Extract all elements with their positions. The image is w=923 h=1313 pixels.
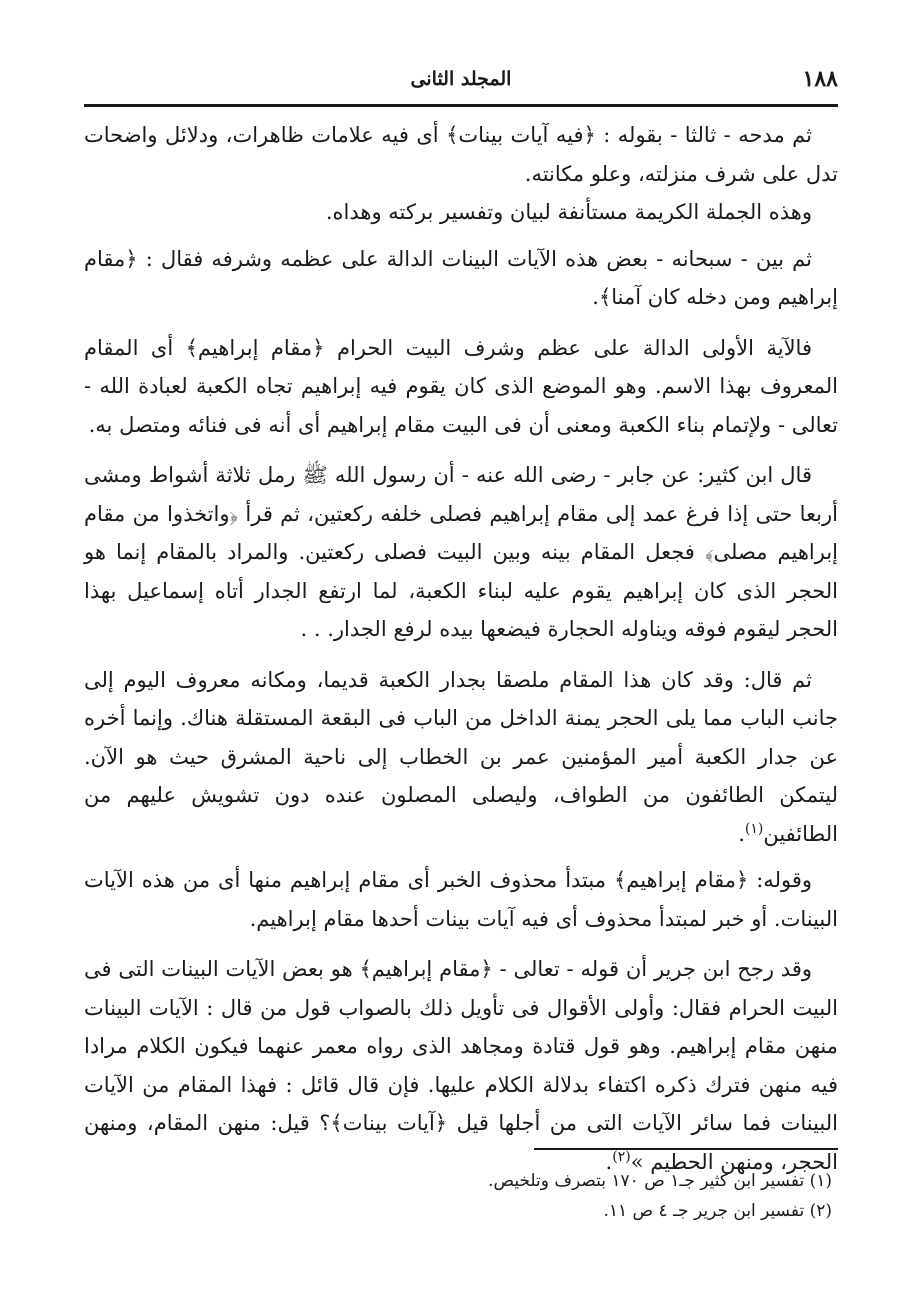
footnote-rule	[534, 1148, 838, 1150]
footnote: (١) تفسير ابن كثير جـ١ ص ١٧٠ بتصرف وتلخيص.	[488, 1171, 832, 1191]
body-text	[84, 116, 838, 1189]
footnote-ref-2: (٢)	[612, 1148, 631, 1165]
paragraph-text: ثم قال: وقد كان هذا المقام ملصقا بجدار الكعبة قديما، ومكانه معروف اليوم إلى جانب الباب مما يلى الحجر يمنة الداخل من الباب فى البقعة المستقلة هناك. وإنما أخره عن جدار الكعبة أمير المؤمنين عمر بن الخطاب إلى ناحية المشرق حيث هو الآن. ليتمكن الطائفون من الطواف، وليصلى المصلون عنده دون تشويش عليهم من الطائفين	[84, 667, 838, 846]
paragraph: فالآية الأولى الدالة على عظم وشرف البيت الحرام ﴿مقام إبراهيم﴾ أى المقام المعروف بهذا الاسم. وهو الموضع الذى كان يقوم فيه إبراهيم تجاه الكعبة لعبادة الله - تعالى - ولإتمام بناء الكعبة ومعنى أن فى البيت مقام إبراهيم أى أنه فى فنائه ومتصل به.	[84, 335, 838, 437]
footnote-ref-1: (١)	[744, 820, 764, 837]
paragraph: وهذه الجملة الكريمة مستأنفة لبيان وتفسير بركته وهداه.	[325, 200, 812, 224]
paragraph: ثم مدحه - ثالثا - بقوله : ﴿فيه آيات بينات﴾ أى فيه علامات ظاهرات، ودلائل واضحات تدل على شرف منزلته، وعلو مكانته.	[84, 123, 838, 186]
paragraph: ثم بين - سبحانه - بعض هذه الآيات البينات الدالة على عظمه وشرفه فقال : ﴿مقام إبراهيم ومن دخله كان آمنا﴾.	[84, 246, 838, 309]
paragraph: وقد رجح ابن جرير أن قوله - تعالى - ﴿مقام إبراهيم﴾ هو بعض الآيات البينات التى فى البيت الحرام فقال: وأولى الأقوال فى تأويل ذلك بالصواب قول من قال : الآيات البينات منهن مقام إبراهيم. وهو قول قتادة ومجاهد الذى رواه معمر عنهما فيكون الكلام مرادا فيه منهن فترك ذكره اكتفاء بدلالة الكلام عليها. فإن قال قائل : فهذا المقام من الآيات البينات فما سائر الآيات التى من أجلها قيل ﴿آيات بينات﴾؟ قيل: منهن المقام، ومنهن الحجر، ومنهن الحطيم »$^{(٢)}$.	[84, 957, 838, 1174]
page-number: ١٨٨	[802, 66, 838, 92]
header-rule	[84, 104, 838, 107]
footnote: (٢) تفسير ابن جرير جـ ٤ ص ١١.	[603, 1201, 832, 1221]
page-header	[84, 62, 838, 102]
paragraph-text: وقد رجح ابن جرير أن قوله - تعالى - ﴿مقام إبراهيم﴾ هو بعض الآيات البينات التى فى البيت الحرام فقال: وأولى الأقوال فى تأويل ذلك بالصواب قول من قال : الآيات البينات منهن مقام إبراهيم. وهو قول قتادة ومجاهد الذى رواه معمر عنهما فيكون الكلام مرادا فيه منهن فترك ذكره اكتفاء بدلالة الكلام عليها. فإن قال قائل : فهذا المقام من الآيات البينات فما سائر الآيات التى من أجلها قيل ﴿آيات بينات﴾؟ قيل: منهن المقام، ومنهن الحجر، ومنهن الحطيم »	[84, 957, 838, 1174]
paragraph: ثم قال: وقد كان هذا المقام ملصقا بجدار الكعبة قديما، ومكانه معروف اليوم إلى جانب الباب مما يلى الحجر يمنة الداخل من الباب فى البقعة المستقلة هناك. وإنما أخره عن جدار الكعبة أمير المؤمنين عمر بن الخطاب إلى ناحية المشرق حيث هو الآن. ليتمكن الطائفون من الطواف، وليصلى المصلون عنده دون تشويش عليهم من الطائفين$^{(١)}$.	[84, 667, 838, 846]
paragraph: وقوله: ﴿مقام إبراهيم﴾ مبتدأ محذوف الخبر أى مقام إبراهيم منها أى من هذه الآيات البينات. أو خبر لمبتدأ محذوف أى فيه آيات بينات أحدها مقام إبراهيم.	[84, 868, 838, 931]
paragraph: قال ابن كثير: عن جابر - رضى الله عنه - أن رسول الله ﷺ رمل ثلاثة أشواط ومشى أربعا حتى إذا فرغ عمد إلى مقام إبراهيم فصلى خلفه ركعتين، ثم قرأ ﴿واتخذوا من مقام إبراهيم مصلى﴾ فجعل المقام بينه وبين البيت فصلى ركعتين. والمراد بالمقام إنما هو الحجر الذى كان إبراهيم يقوم عليه لبناء الكعبة، لما ارتفع الجدار أتاه إسماعيل بهذا الحجر ليقوم فوقه ويناوله الحجارة فيضعها بيده لرفع الجدار. . .	[84, 463, 838, 641]
footnotes	[84, 1166, 838, 1226]
running-title: المجلد الثانى	[410, 68, 512, 90]
